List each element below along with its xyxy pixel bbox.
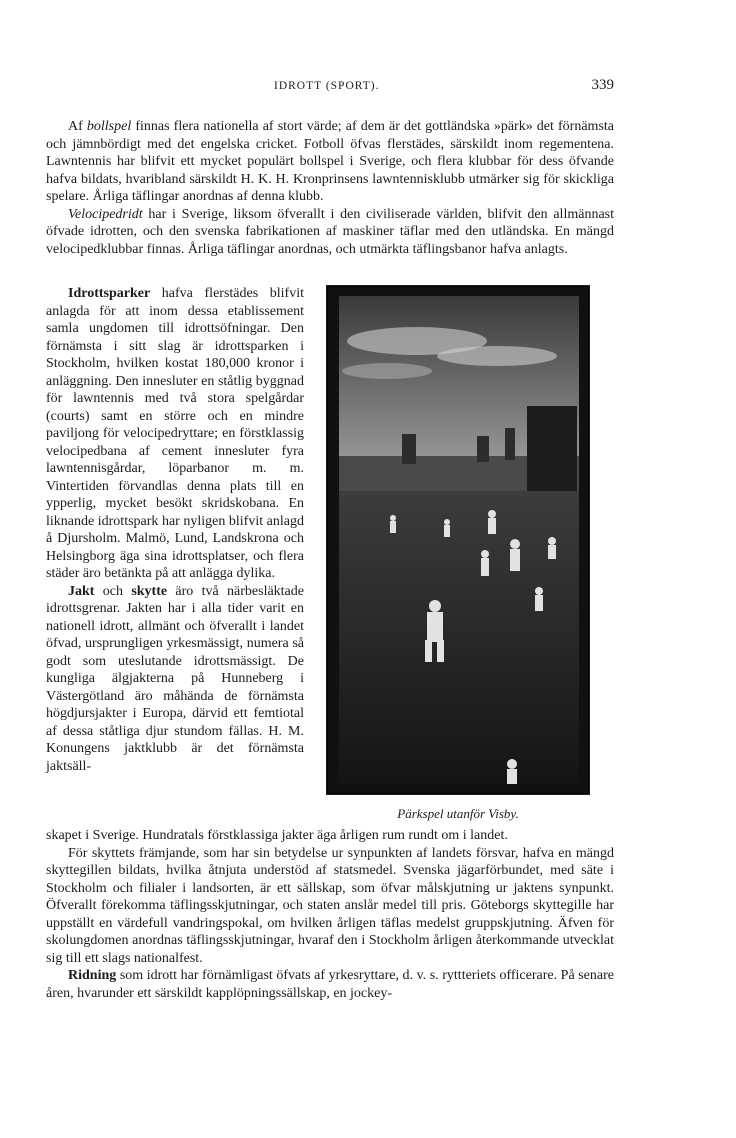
paragraph-jakt-continued: skapet i Sverige. Hundratals förstklassiga jakter äga årligen rum rundt om i landet. — [46, 828, 508, 843]
photo-illustration — [327, 286, 589, 794]
term-skytte: skytte — [131, 583, 168, 599]
paragraph-velocipedridt: Velocipedridt har i Sverige, liksom öfverallt i den civiliserade världen, blifvit den allmännast öfvade idrotten, och den svenska fabrikationen af maskiner täflar med den utländska. En mängd velocipedklubbar finnas. Årliga täflingar anordnas, och utmärkta täflingsbanor hafva anlagts. — [46, 206, 614, 257]
term-idrottsparker: Idrottsparker — [68, 286, 151, 301]
running-head: IDROTT (SPORT). — [274, 80, 380, 92]
page-number: 339 — [591, 77, 614, 93]
term-velocipedridt: Velocipedridt — [68, 206, 143, 222]
figure-parkspel — [326, 285, 590, 805]
paragraph-skytte: För skyttets främjande, som har sin betydelse ur synpunkten af landets försvar, hafva en mängd skyttegillen bildats, hvilka åtnjuta understöd af statsmedel. Svenska jägarförbundet, med säte i Stockholm och filialer i landsorten, är ett sällskap, som öfvar målskjutning ur jaktens synpunkt. Öfverallt förekomma täflingsskjutningar, och staten anslår medel till pris. Göteborgs skyttegille har uppställt en värdefull vandringspokal, om hvilken årligen täflas medelst gruppskjutning. Äfven för skolungdomen anordnas täflingsskjutningar, hvaraf den i Stockholm årligen återkommande utvecklat sig till ett slags nationalfest. — [46, 845, 614, 966]
term-ridning: Ridning — [68, 968, 117, 983]
page-header — [46, 77, 614, 100]
photo-parkspel — [326, 285, 590, 795]
bottom-text-block — [46, 827, 614, 1002]
top-text-block — [46, 118, 614, 258]
figure-caption: Pärkspel utanför Visby. — [397, 806, 519, 821]
paragraph-ridning: Ridning som idrott har förnämligast öfvats af yrkesryttare, d. v. s. ryttteriets officerare. På senare åren, hvarunder ett särskildt kapplöpningssällskap, en jockey- — [46, 968, 614, 1001]
paragraph-idrottsparker: Idrottsparker hafva flerstädes blifvit anlagda för att inom dessa etablissement samla ungdomen till idrottsöfningar. Den förnämsta i sitt slag är idrottsparken i Stockholm, hvilken kostat 180,000 kronor i anläggning. Den innesluter en ståtlig byggnad för lawntennis med två stora spelgårdar (courts) samt en större och en mindre paviljong för velocipedryttare; en förstklassig velocipedbana af cement innesluter fyra lawntennisgårdar, löparbanor m. m. Vintertiden förvandlas denna plats till en ypperlig, mycket besökt skridskobana. En liknande idrottspark har nyligen blifvit anlagd å Djursholm. Malmö, Lund, Landskrona och Helsingborg äga sina idrottsplatser, och flera städer äro betänkta på att anlägga dylika. — [46, 286, 304, 581]
term-bollspel: bollspel — [86, 119, 132, 134]
paragraph-jakt-skytte: Jakt och skytte äro två närbesläktade idrottsgrenar. Jakten har i alla tider varit en nationell idrott, allmänt och öfverallt i landet öfvad, ursprungligen yrkesmässigt, numera så godt som uteslutande idrottsmässigt. De kungliga älgjakterna på Hunneberg i Västergötland äro måhända de förnämsta högdjursjakter i Europa, därvid ett femtiotal af dessa ståtliga djur stundom fällas. H. M. Konungens jaktklubb är det förnämsta jaktsäll- — [46, 583, 304, 774]
column-text-block — [46, 285, 304, 775]
term-jakt: Jakt — [68, 583, 95, 599]
paragraph-bollspel: Af bollspel finnas flera nationella af stort värde; af dem är det gottländska »pärk» det förnämsta och jämnbördigt med det engelska cricket. Fotboll öfvas flerstädes, särskildt inom regementena. Lawntennis har blifvit ett mycket populärt bollspel i Sverige, och flera klubbar för dess öfvande hafva bildats, hvaribland särskildt H. K. H. Kronprinsens lawntennisklubb utmärker sig för skickliga spelare. Årliga täflingar anordnas af denna klubb. — [46, 119, 615, 204]
